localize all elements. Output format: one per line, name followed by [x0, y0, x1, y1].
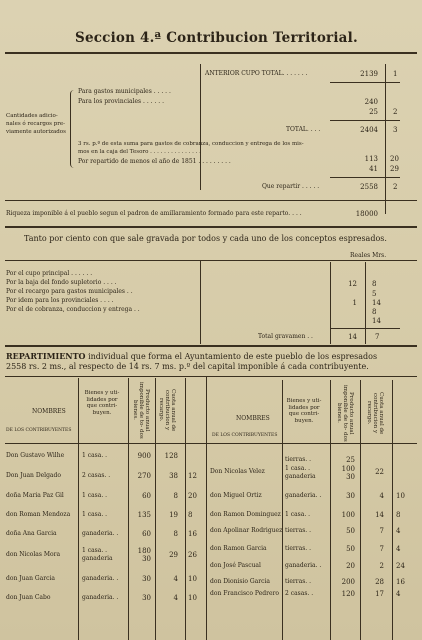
adicional-extra-cents: 2 — [393, 108, 398, 116]
table-row-bienes: ganaderia. . — [82, 594, 119, 601]
table-row-cuota: 17 — [375, 590, 384, 598]
table-row-cents: 10 — [396, 492, 405, 500]
que-repartir-cents: 2 — [393, 183, 398, 191]
right-header-bienes: Bienes y uti- lidades por que contri- buyen. — [286, 398, 322, 424]
table-row-cuota: 8 — [173, 530, 178, 538]
table-row-cuota: 22 — [375, 468, 384, 476]
table-row-cuota: 4 — [173, 575, 178, 583]
table-row-name: don Juan Cabo — [6, 594, 51, 601]
cobranza-value: 113 — [364, 155, 378, 163]
table-row-cents: 10 — [188, 594, 197, 602]
cobranza-label: 3 rs. p.º de esta suma para gastos de cobranza, conduccion y entrega de los mis- mos en la caja del Tesoro . . . . . . . . . . . . . . . — [78, 141, 304, 155]
adicionales-side-label: Cantidades adicio- nales ó recargos pre- viamente autorizados — [6, 113, 66, 135]
table-row-name: don Francisco Pedrero — [210, 590, 279, 597]
table-row-bienes: tierras. . 1 casa. . ganaderia — [285, 456, 316, 480]
gastos-municipales-label: Para gastos municipales . . . . . — [78, 88, 171, 95]
anterior-cupo-cents: 1 — [393, 70, 398, 78]
table-row-producto: 25 100 30 — [341, 456, 355, 481]
table-row-producto: 60 — [142, 530, 151, 538]
table-row-cents: 10 — [188, 575, 197, 583]
tanto-item-4-label: Por el de cobranza, conduccion y entrega . . — [6, 306, 140, 313]
left-header-nombres: NOMBRES — [32, 408, 66, 415]
table-row-bienes: ganaderia. . — [285, 492, 322, 499]
table-row-producto: 50 — [346, 545, 355, 553]
brace — [70, 90, 76, 168]
table-row-bienes: ganaderia. . — [82, 530, 119, 537]
table-row-producto: 60 — [142, 492, 151, 500]
table-row-producto: 135 — [137, 511, 151, 519]
table-row-name: doña Maria Paz Gil — [6, 492, 64, 499]
tanto-item-2-label: Por el recargo para gastos municipales . . — [6, 288, 133, 295]
repartimiento-keyword: REPARTIMIENTO — [6, 351, 86, 361]
table-row-name: don Dionisio Garcia — [210, 578, 270, 585]
tanto-item-0-label: Por el cupo principal . . . . . . — [6, 270, 93, 277]
table-row-bienes: tierras. . — [285, 545, 311, 552]
que-repartir-value: 2558 — [360, 183, 378, 191]
table-row-name: don Nicolas Mora — [6, 551, 61, 558]
table-row-cents: 16 — [396, 578, 405, 586]
table-row-cuota: 7 — [379, 527, 384, 535]
table-row-name: don Ramon Dominguez — [210, 511, 281, 518]
table-row-producto: 120 — [341, 590, 355, 598]
riqueza-value: 18000 — [355, 210, 378, 218]
table-row-name: Don Nicolas Velez — [210, 468, 265, 475]
table-row-producto: 30 — [142, 575, 151, 583]
table-row-cuota: 4 — [379, 492, 384, 500]
table-row-cents: 20 — [188, 492, 197, 500]
table-row-cents: 24 — [396, 562, 405, 570]
table-row-bienes: ganaderia. . — [285, 562, 322, 569]
table-row-cuota: 8 — [173, 492, 178, 500]
table-row-cents: 4 — [396, 545, 401, 553]
anterior-cupo-value: 2139 — [360, 70, 378, 78]
que-repartir-label: Que repartir . . . . . — [262, 183, 320, 190]
total-label: TOTAL. . . . — [286, 126, 321, 133]
total-gravamen-mrs: 7 — [375, 333, 380, 341]
tanto-item-3-mrs: 8 — [372, 308, 377, 316]
table-row-name: Don Juan Delgado — [6, 472, 61, 479]
table-row-cents: 4 — [396, 527, 401, 535]
table-row-name: Don Gustavo Wilhe — [6, 452, 65, 459]
table-row-cuota: 2 — [379, 562, 384, 570]
repartido-value: 41 — [369, 165, 378, 173]
table-row-cents: 12 — [188, 472, 197, 480]
adicional-extra-value: 25 — [369, 108, 378, 116]
table-row-bienes: 1 casa. . — [285, 511, 311, 518]
table-row-cuota: 128 — [164, 452, 178, 460]
anterior-cupo-label: ANTERIOR CUPO TOTAL. . . . . . . — [205, 70, 308, 77]
table-row-producto: 900 — [137, 452, 151, 460]
table-row-cents: 8 — [396, 511, 401, 519]
total-gravamen-label: Total gravamen . . — [258, 333, 313, 340]
left-header-cuota: Cuota anual de contribucion y recargo. — [158, 388, 176, 432]
table-row-producto: 20 — [346, 562, 355, 570]
table-row-bienes: 2 casas. . — [82, 472, 111, 479]
table-row-cuota: 29 — [169, 551, 178, 559]
table-row-cuota: 7 — [379, 545, 384, 553]
tanto-item-0-mrs: 8 — [372, 280, 377, 288]
section-title: Seccion 4.ª Contribucion Territorial. — [75, 30, 358, 46]
table-row-name: don Roman Mendoza — [6, 511, 71, 518]
repartimiento-intro-line2: 2558 rs. 2 ms., al respecto de 14 rs. 7 ms. p.º del capital imponible á cada contribuyente. — [6, 362, 369, 371]
provinciales-value: 240 — [364, 98, 378, 106]
table-row-producto: 50 — [346, 527, 355, 535]
table-row-cuota: 19 — [169, 511, 178, 519]
total-cents: 3 — [393, 126, 398, 134]
left-header-bienes: Bienes y uti- lidades por que contri- buyen. — [84, 390, 120, 416]
table-row-bienes: tierras. . — [285, 578, 311, 585]
right-header-nombres: NOMBRES — [236, 415, 270, 422]
table-row-producto: 200 — [341, 578, 355, 586]
tanto-item-1-mrs: 5 — [372, 290, 377, 298]
table-row-producto: 100 — [341, 511, 355, 519]
table-row-cents: 4 — [396, 590, 401, 598]
table-row-bienes: 2 casas. . — [285, 590, 314, 597]
table-row-name: don Miguel Ortiz — [210, 492, 262, 499]
reales-mrs-header: Reales Mrs. — [350, 252, 387, 259]
table-row-cuota: 4 — [173, 594, 178, 602]
cobranza-cents: 20 — [390, 155, 399, 163]
table-row-name: don Ramon Garcia — [210, 545, 267, 552]
table-row-cents: 26 — [188, 551, 197, 559]
table-row-name: don Juan Garcia — [6, 575, 55, 582]
repartido-label: Por repartido de menos el año de 1851 . . . . . . . . . — [78, 158, 231, 165]
table-row-bienes: ganaderia. . — [82, 575, 119, 582]
table-row-cuota: 28 — [375, 578, 384, 586]
riqueza-label: Riqueza imponible á el pueblo segun el padron de amillaramiento formado para este reparto. . . . — [6, 210, 302, 217]
table-row-bienes: 1 casa. . ganaderia — [82, 547, 113, 562]
repartido-cents: 29 — [390, 165, 399, 173]
table-row-cuota: 14 — [375, 511, 384, 519]
table-row-producto: 30 — [346, 492, 355, 500]
table-row-producto: 270 — [137, 472, 151, 480]
right-header-de-los: DE LOS CONTRIBUYENTES — [212, 433, 278, 438]
table-row-producto: 180 30 — [137, 547, 151, 563]
tanto-heading: Tanto por ciento con que sale gravada por todos y cada uno de los conceptos espresados. — [24, 234, 387, 243]
repartimiento-intro — [6, 351, 377, 361]
gastos-provinciales-label: Para los provinciales . . . . . . — [78, 98, 165, 105]
tanto-item-4-mrs: 14 — [372, 317, 381, 325]
table-row-bienes: tierras. . — [285, 527, 311, 534]
total-gravamen-reales: 14 — [348, 333, 357, 341]
table-row-name: don José Pascual — [210, 562, 261, 569]
table-row-bienes: 1 casa. . — [82, 511, 108, 518]
table-row-producto: 30 — [142, 594, 151, 602]
right-header-producto: Producto anual imponible de to- dos bienes. — [336, 384, 354, 442]
table-row-name: don Apolinar Rodriguez — [210, 527, 283, 534]
table-row-cuota: 38 — [169, 472, 178, 480]
total-value: 2404 — [360, 126, 378, 134]
tanto-item-0-reales: 12 — [348, 280, 357, 288]
repartimiento-intro-rest: individual que forma el Ayuntamiento de este pueblo de los espresados — [85, 352, 378, 361]
title-rule — [5, 52, 417, 54]
table-row-bienes: 1 casa. . — [82, 492, 108, 499]
table-row-cents: 8 — [188, 511, 193, 519]
table-row-bienes: 1 casa. . — [82, 452, 108, 459]
table-row-name: doña Ana Garcia — [6, 530, 57, 537]
table-row-cents: 16 — [188, 530, 197, 538]
tanto-item-3-label: Por idem para los provinciales . . . . — [6, 297, 114, 304]
right-header-cuota: Cuota anual de contribucion y recargo. — [366, 391, 384, 435]
tanto-item-1-label: Por la baja del fondo supletorio . . . . — [6, 279, 117, 286]
tanto-item-2-reales: 1 — [352, 299, 357, 307]
left-header-de-los: DE LOS CONTRIBUYENTES — [6, 428, 72, 433]
tanto-item-2-mrs: 14 — [372, 299, 381, 307]
left-header-producto: Producto anual imponible de to- dos bienes. — [132, 381, 150, 439]
